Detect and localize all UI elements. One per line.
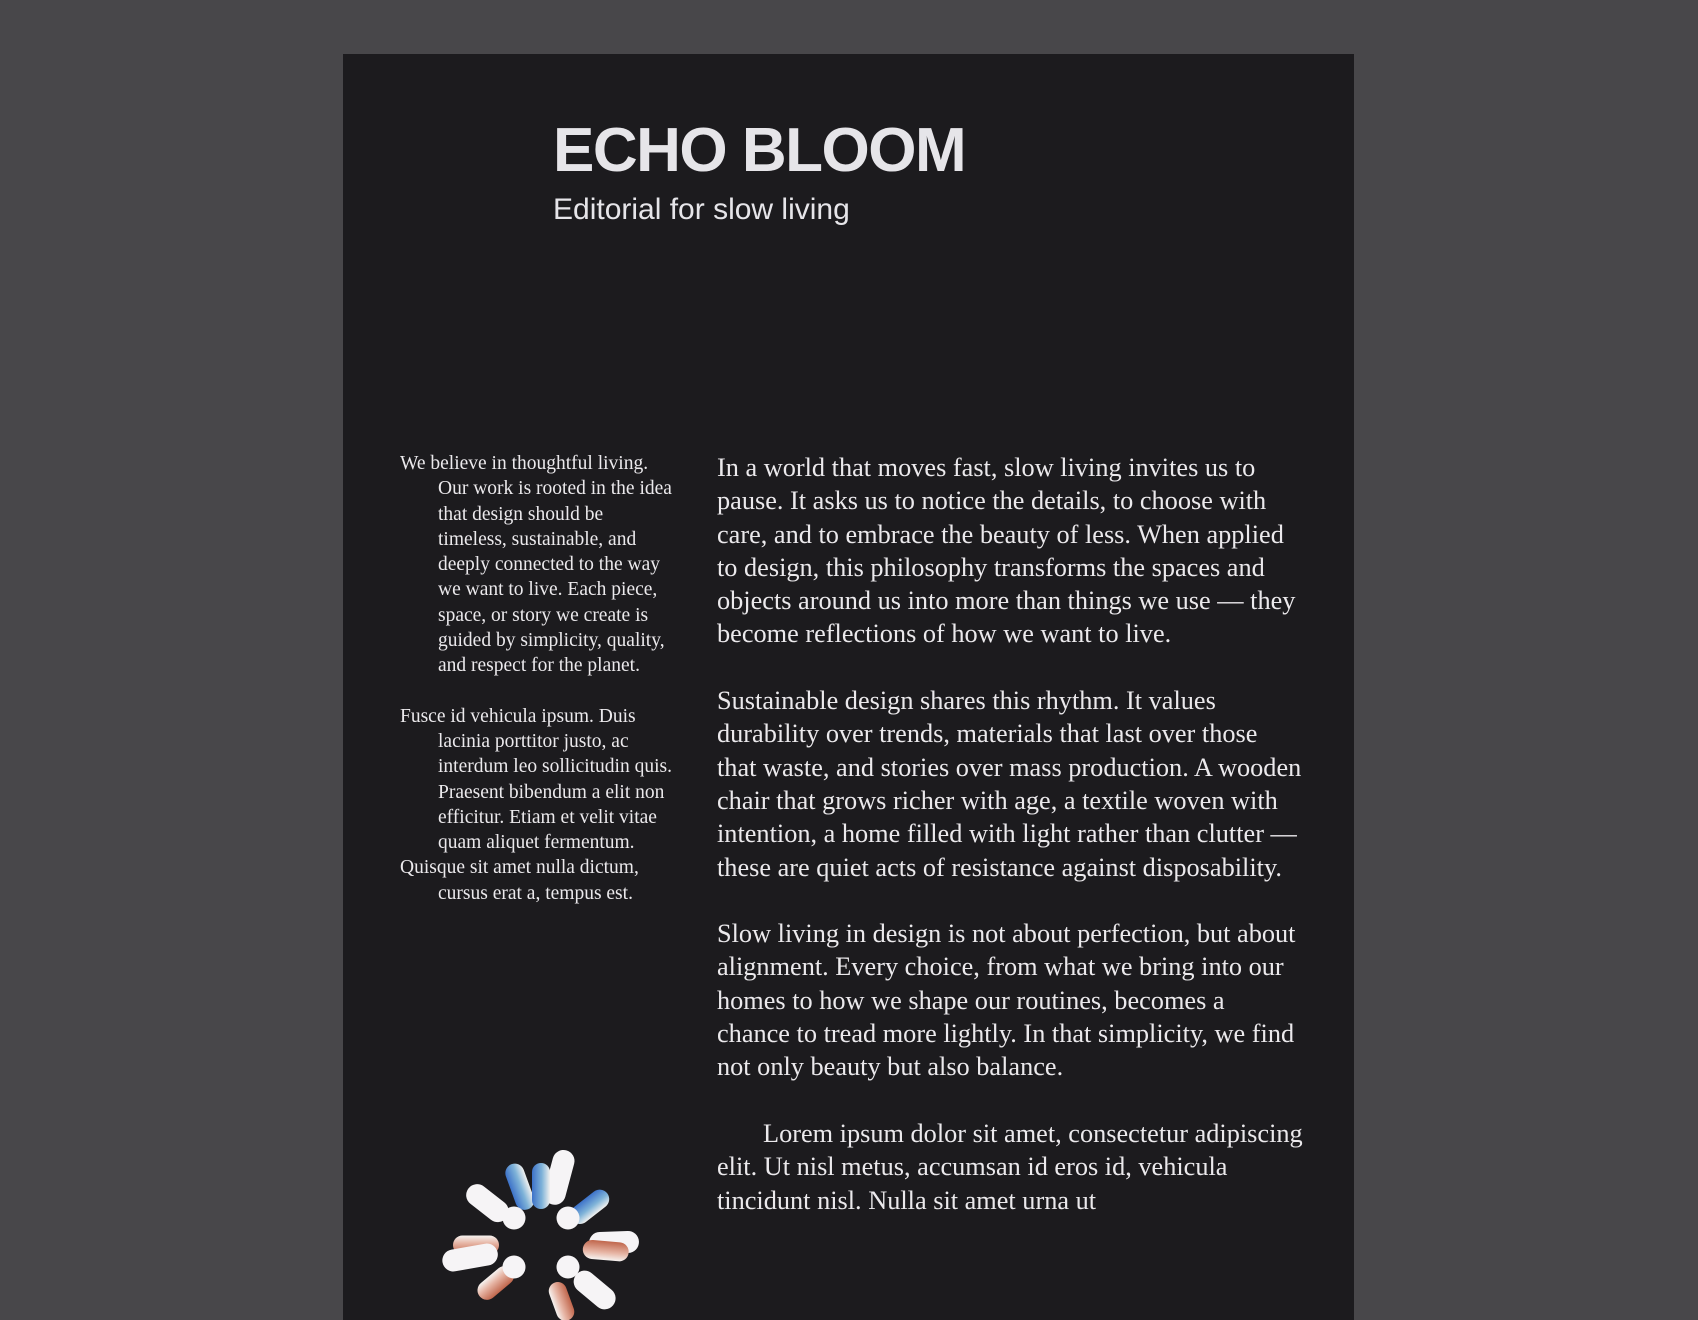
article-paragraph: Slow living in design is not about perfection, but about alignment. Every choice, from what we bring into our homes to how we shape our routines, becomes a chance to tread more lightly. In that simplicity, we find not only beauty but also balance.: [717, 919, 1296, 1082]
bloom-dot: [557, 1256, 580, 1279]
bloom-petal: [503, 1161, 537, 1213]
article-paragraph: Sustainable design shares this rhythm. It values durability over trends, materials that last over those that waste, and stories over mass production. A wooden chair that grows richer with age, a textile woven with intention, a home filled with light rather than clutter — these are quiet acts of resistance against disposability.: [717, 686, 1302, 882]
bloom-burst-icon: [433, 1137, 649, 1320]
editorial-page: [343, 54, 1354, 1320]
article-paragraph: In a world that moves fast, slow living invites us to pause. It asks us to notice the details, to choose with care, and to embrace the beauty of less. When applied to design, this philosophy transforms the spaces and objects around us into more than things we use — they become reflections of how we want to live.: [717, 453, 1296, 649]
bloom-dot: [557, 1207, 580, 1230]
main-article: [717, 451, 1303, 1250]
bloom-dot: [503, 1207, 526, 1230]
masthead: [553, 114, 965, 228]
masthead-subtitle: Editorial for slow living: [553, 193, 850, 227]
sidebar-paragraph: Quisque sit amet nulla dictum, cursus erat a, tempus est.: [400, 857, 639, 904]
sidebar-paragraph: We believe in thoughtful living. Our work is rooted in the idea that design should be timeless, sustainable, and deeply connected to the way we want to live. Each piece, space, or story we create is guided by simplicity, quality, and respect for the planet.: [400, 453, 672, 677]
article-paragraph: Lorem ipsum dolor sit amet, consectetur adipiscing elit. Ut nisl metus, accumsan id eros id, vehicula tincidunt nisl. Nulla sit amet urna ut: [717, 1118, 1303, 1215]
bloom-petal: [532, 1163, 550, 1209]
sidebar-paragraph: Fusce id vehicula ipsum. Duis lacinia porttitor justo, ac interdum leo sollicitudin quis. Praesent bibendum a elit non efficitur. Etiam et velit vitae quam aliquet fermentum.: [400, 705, 672, 854]
bloom-petal: [546, 1280, 577, 1320]
sidebar-column: [400, 451, 675, 906]
bloom-petal: [441, 1242, 500, 1273]
masthead-title: ECHO BLOOM: [553, 116, 966, 185]
bloom-dot: [503, 1256, 526, 1279]
